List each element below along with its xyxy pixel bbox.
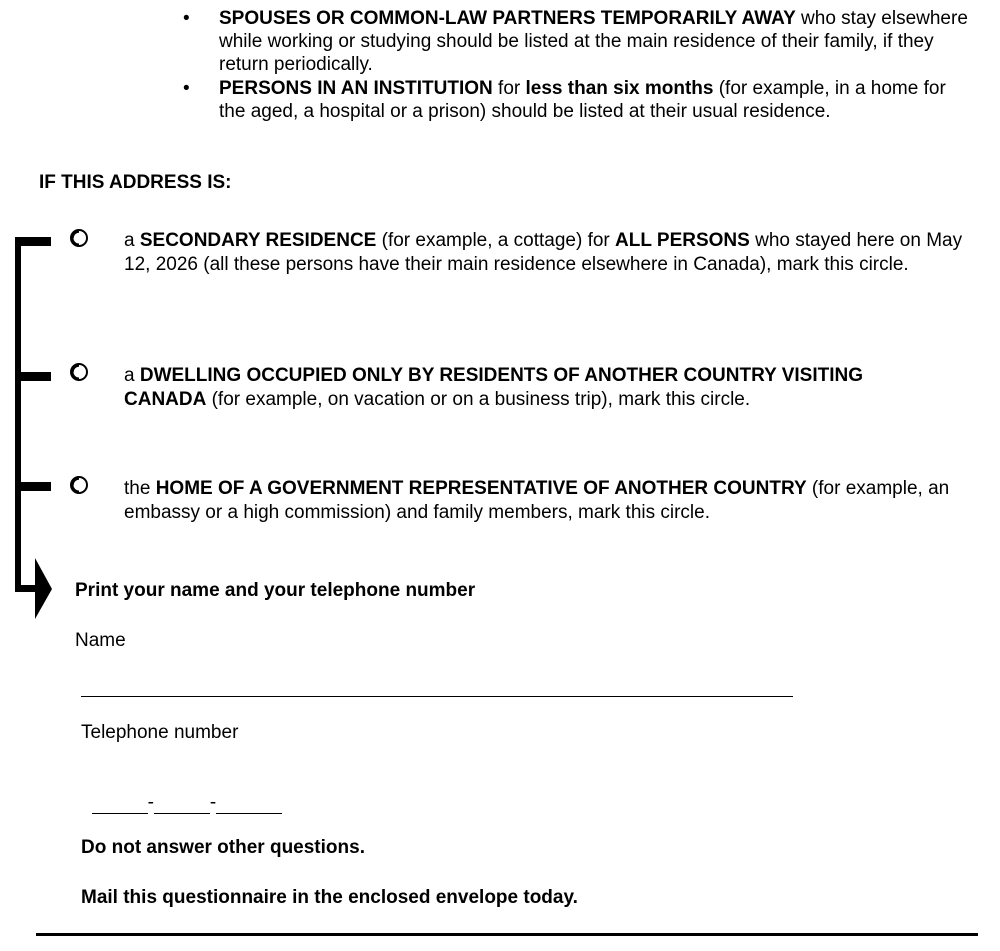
section-heading: IF THIS ADDRESS IS:	[39, 172, 232, 193]
area-code-blank[interactable]	[92, 795, 148, 814]
text-run: the	[124, 478, 156, 499]
name-label: Name	[75, 630, 126, 651]
text-run: a	[124, 365, 140, 386]
bold-run: SECONDARY RESIDENCE	[139, 230, 377, 251]
text-run: (for example, in a home for the aged, a hospital or a prison) should be listed at their usual residence.	[219, 78, 946, 122]
option-foreign-visitors-text	[124, 364, 924, 412]
phone-separator: -	[147, 792, 154, 813]
instruction-do-not-answer: Do not answer other questions.	[81, 837, 365, 858]
telephone-label: Telephone number	[81, 722, 239, 743]
bullet-item-institution	[183, 77, 973, 123]
option-secondary-residence-text	[124, 229, 980, 277]
instruction-mail-questionnaire: Mail this questionnaire in the enclosed envelope today.	[81, 887, 578, 908]
line-number-blank[interactable]	[216, 795, 282, 814]
name-input-line[interactable]	[81, 696, 793, 697]
bullet-text	[219, 8, 968, 75]
text-run: (for example, on vacation or on a business trip), mark this circle.	[206, 389, 751, 410]
bottom-rule	[36, 933, 978, 936]
text-run: who stay elsewhere while working or studying should be listed at the main residence of their family, if they return periodically.	[219, 8, 968, 75]
bullet-text	[219, 78, 946, 122]
bullet-item-spouses	[183, 7, 973, 76]
print-name-phone-heading: Print your name and your telephone number	[75, 580, 476, 601]
text-run: (for example, an embassy or a high commission) and family members, mark this circle.	[124, 478, 950, 523]
telephone-input[interactable]	[81, 770, 282, 814]
bullet-list	[183, 7, 973, 124]
bold-run: PERSONS IN AN INSTITUTION	[219, 78, 493, 99]
text-run: a	[124, 230, 140, 251]
text-run: for	[492, 78, 526, 99]
bullet-glyph: •	[183, 8, 190, 29]
bold-run: less than six months	[525, 78, 714, 99]
bold-run: ALL PERSONS	[615, 230, 750, 251]
bold-run: DWELLING OCCUPIED ONLY BY RESIDENTS OF ANOTHER COUNTRY VISITING CANADA	[124, 365, 863, 410]
exchange-blank[interactable]	[154, 795, 210, 814]
option-government-representative-text	[124, 477, 982, 525]
bullet-glyph: •	[183, 78, 190, 99]
foreign-visitors-radio[interactable]	[69, 362, 89, 382]
text-run: who stayed here on May 12, 2026 (all these persons have their main residence elsewhere in Canada), mark this circle.	[124, 230, 963, 275]
secondary-residence-radio[interactable]	[69, 228, 89, 248]
bold-run: HOME OF A GOVERNMENT REPRESENTATIVE OF ANOTHER COUNTRY	[155, 478, 807, 499]
bracket-arrow-icon	[0, 0, 60, 625]
bold-run: SPOUSES OR COMMON-LAW PARTNERS TEMPORARILY AWAY	[219, 8, 796, 29]
text-run: (for example, a cottage) for	[376, 230, 616, 251]
phone-separator: -	[209, 792, 217, 813]
government-representative-radio[interactable]	[69, 475, 89, 495]
